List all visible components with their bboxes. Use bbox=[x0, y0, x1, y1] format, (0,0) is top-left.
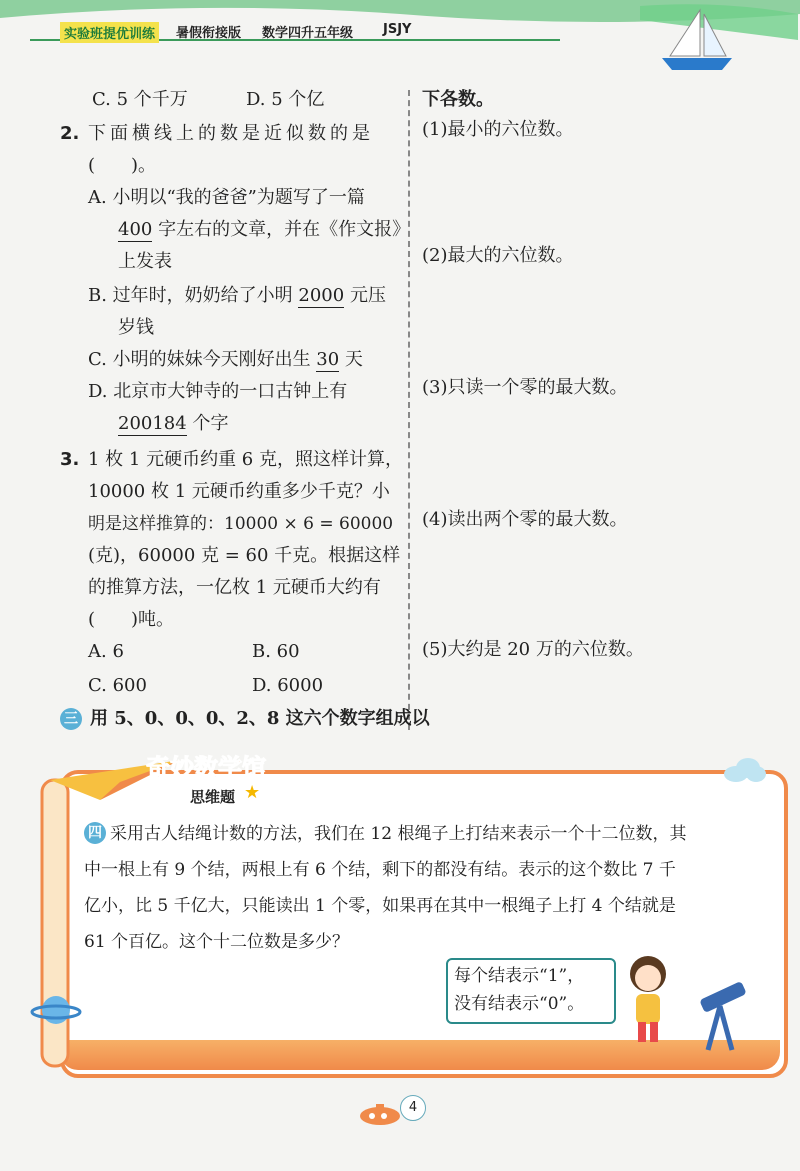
column-divider bbox=[408, 90, 410, 730]
subject-label: 数学四升五年级 bbox=[262, 26, 354, 41]
museum-line4: 61 个百亿。这个十二位数是多少？ bbox=[84, 932, 350, 952]
q2-option-b-line1 bbox=[88, 284, 386, 308]
q3-option-b: B. 60 bbox=[252, 641, 300, 662]
q3-line4: (克)，60000 克 = 60 千克。根据这样 bbox=[88, 545, 401, 566]
q2-stem: 下面横线上的数是近似数的是 bbox=[88, 123, 374, 144]
q2-a-rest: 字左右的文章，并在《作文报》 bbox=[152, 219, 411, 240]
q3-line1: 1 枚 1 元硬币约重 6 克，照这样计算， bbox=[88, 449, 403, 470]
q2-blank: ( )。 bbox=[88, 155, 157, 176]
museum-line2: 中一根上有 9 个结，两根上有 6 个结，剩下的都没有结。表示的这个数比 7 千 bbox=[84, 860, 676, 880]
section3-badge: 三 bbox=[60, 708, 82, 730]
section3-text: 用 5、0、0、0、2、8 这六个数字组成以 bbox=[90, 708, 430, 729]
q2-d-underlined: 200184 bbox=[118, 413, 187, 434]
q2-option-d-line2 bbox=[118, 412, 228, 436]
cloud-icon bbox=[722, 756, 768, 784]
q2-c-underlined: 30 bbox=[316, 349, 340, 370]
q2-c-pre: C. 小明的妹妹今天刚好出生 bbox=[88, 349, 317, 370]
q2-option-a-line2 bbox=[118, 218, 410, 242]
submarine-icon bbox=[356, 1100, 406, 1128]
right-item-2: (2)最大的六位数。 bbox=[422, 245, 574, 266]
q3-line2: 10000 枚 1 元硬币约重多少千克？小 bbox=[88, 481, 390, 502]
code-label: JSJY bbox=[383, 22, 412, 37]
q3-option-c: C. 600 bbox=[88, 675, 147, 696]
q2-b-underlined: 2000 bbox=[298, 285, 345, 306]
right-item-3: (3)只读一个零的最大数。 bbox=[422, 377, 628, 398]
section3-continuation: 下各数。 bbox=[422, 89, 494, 110]
right-item-1: (1)最小的六位数。 bbox=[422, 119, 574, 140]
sailboat-icon bbox=[600, 0, 800, 74]
planet-icon bbox=[30, 990, 84, 1030]
series-title: 实验班提优训练 bbox=[60, 22, 159, 43]
telescope-icon bbox=[690, 976, 760, 1056]
q3-line3: 明是这样推算的：10000 × 6 = 60000 bbox=[88, 514, 394, 534]
right-item-5: (5)大约是 20 万的六位数。 bbox=[422, 639, 644, 660]
page-number: 4 bbox=[400, 1095, 426, 1121]
q2-option-a-line1: A. 小明以“我的爸爸”为题写了一篇 bbox=[88, 187, 365, 208]
q2-b-pre: B. 过年时，奶奶给了小明 bbox=[88, 285, 299, 306]
hint-line2: 没有结表示“0”。 bbox=[454, 994, 585, 1014]
q1-option-c: C. 5 个千万 bbox=[92, 89, 188, 110]
hint-line1: 每个结表示“1”， bbox=[454, 966, 585, 986]
q3-number: 3. bbox=[60, 449, 80, 470]
q2-c-post: 天 bbox=[339, 349, 363, 370]
museum-title: 奇妙数学馆 bbox=[146, 754, 266, 782]
section4-badge: 四 bbox=[84, 822, 106, 844]
q2-a-underlined: 400 bbox=[118, 219, 153, 240]
q2-d-post: 个字 bbox=[186, 413, 229, 434]
museum-line3: 亿小，比 5 千亿大，只能读出 1 个零，如果再在其中一根绳子上打 4 个结就是 bbox=[84, 896, 676, 916]
q2-number: 2. bbox=[60, 123, 80, 144]
museum-subtitle: 思维题 bbox=[190, 788, 236, 806]
q3-option-a: A. 6 bbox=[88, 641, 124, 662]
q2-option-d-line1: D. 北京市大钟寺的一口古钟上有 bbox=[88, 381, 348, 402]
q2-option-b-line2: 岁钱 bbox=[118, 317, 154, 338]
q2-b-post: 元压 bbox=[344, 285, 386, 306]
q3-option-d: D. 6000 bbox=[252, 675, 324, 696]
q3-line5: 的推算方法，一亿枚 1 元硬币大约有 bbox=[88, 577, 381, 598]
q3-line6: ( )吨。 bbox=[88, 609, 175, 630]
girl-character-icon bbox=[618, 950, 678, 1046]
star-icon: ★ bbox=[244, 782, 261, 803]
edition-label: 暑假衔接版 bbox=[176, 26, 242, 41]
q2-option-c bbox=[88, 348, 363, 372]
q2-option-a-line3: 上发表 bbox=[118, 251, 172, 272]
museum-panel bbox=[60, 770, 788, 1078]
q1-option-d: D. 5 个亿 bbox=[246, 89, 325, 110]
right-item-4: (4)读出两个零的最大数。 bbox=[422, 509, 628, 530]
museum-line1: 采用古人结绳计数的方法，我们在 12 根绳子上打结来表示一个十二位数，其 bbox=[110, 824, 687, 844]
